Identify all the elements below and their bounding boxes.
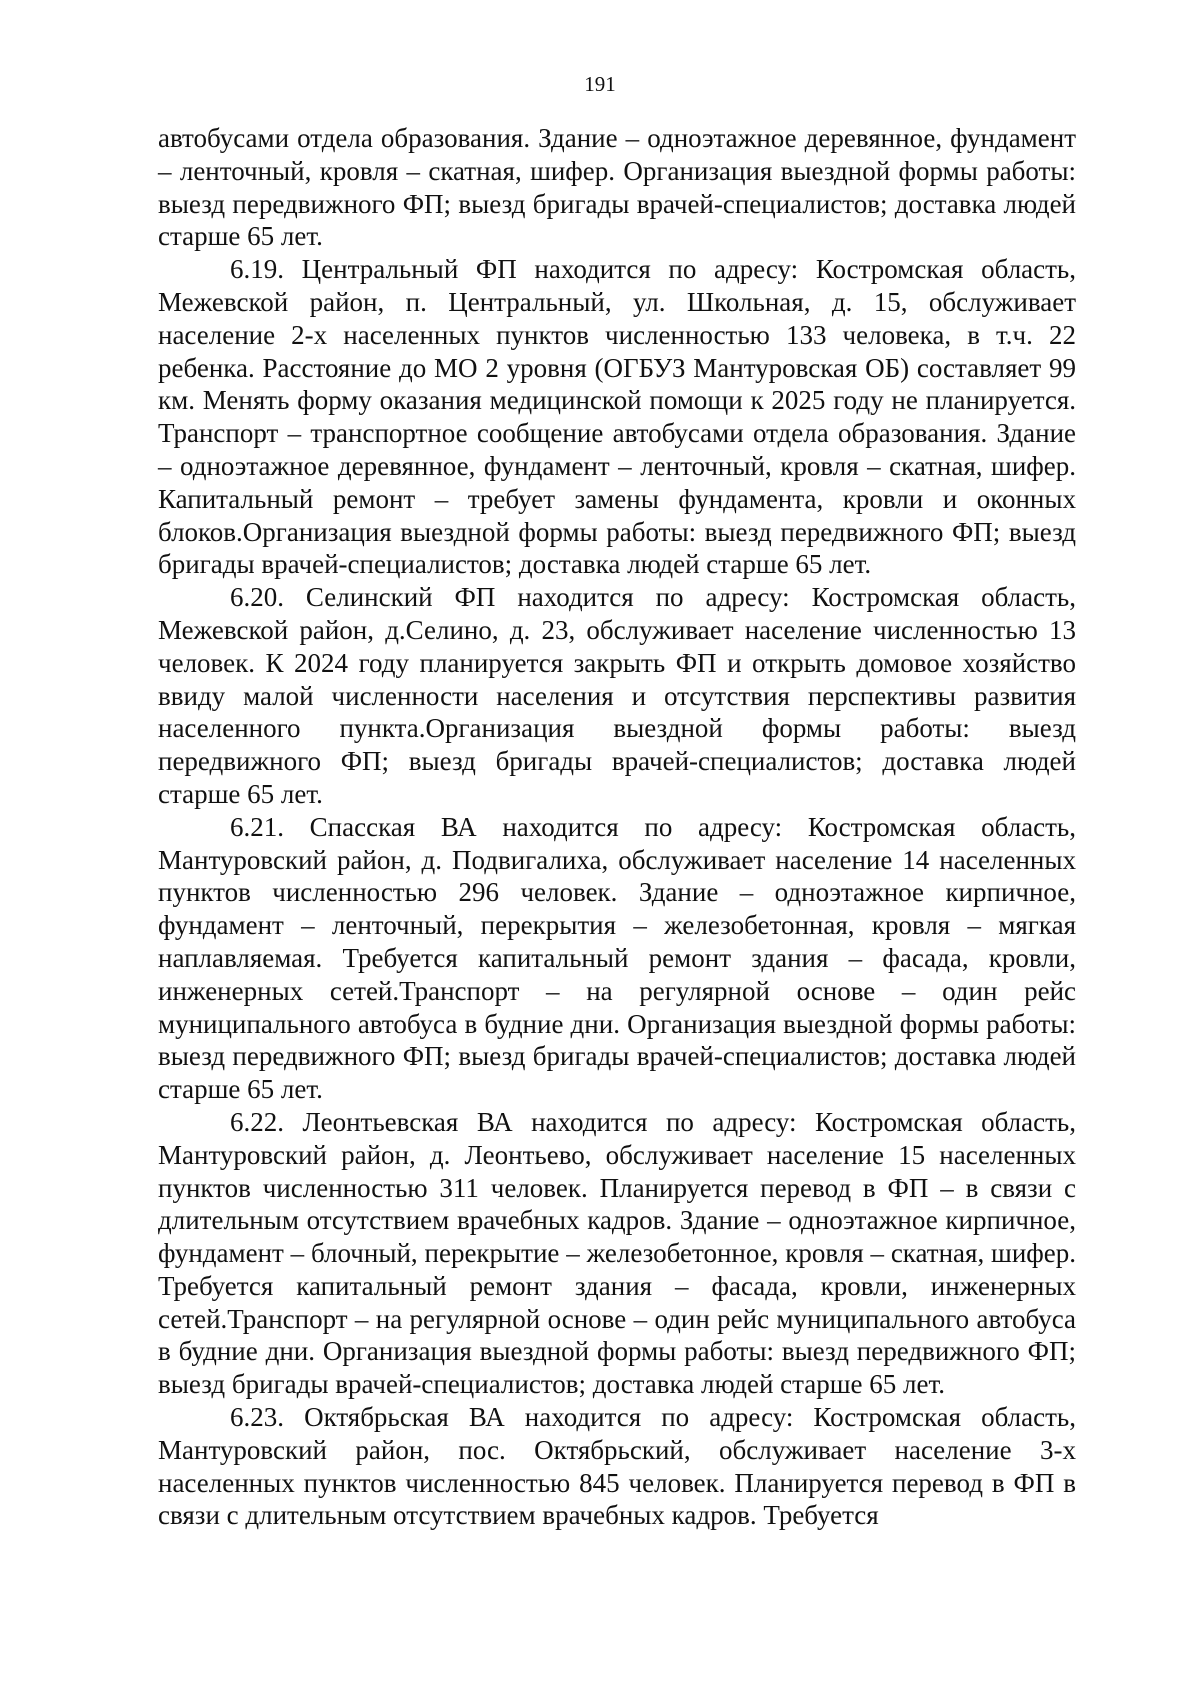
- paragraph-6-20: 6.20. Селинский ФП находится по адресу: Костромская область, Межевской район, д.Селино, д. 23, обслуживает население численностью 13 человек. К 2024 году планируется закрыть ФП и открыть домовое хозяйство ввиду малой численности населения и отсутствия перспективы развития населенного пункта.Организация выездной формы работы: выезд передвижного ФП; выезд бригады врачей-специалистов; доставка людей старше 65 лет.: [158, 582, 1076, 809]
- paragraph-6-23: 6.23. Октябрьская ВА находится по адресу: Костромская область, Мантуровский район, пос. Октябрьский, обслуживает население 3-х населенных пунктов численностью 845 человек. Планируется перевод в ФП в связи с длительным отсутствием врачебных кадров. Требуется: [158, 1402, 1076, 1531]
- page-number: 191: [584, 72, 616, 96]
- paragraph-continuation: автобусами отдела образования. Здание – одноэтажное деревянное, фундамент – ленточный, кровля – скатная, шифер. Организация выездной формы работы: выезд передвижного ФП; выезд бригады врачей-специалистов; доставка людей старше 65 лет.: [158, 123, 1076, 252]
- paragraph-6-19: 6.19. Центральный ФП находится по адресу: Костромская область, Межевской район, п. Центральный, ул. Школьная, д. 15, обслуживает население 2-х населенных пунктов численностью 133 человека, в т.ч. 22 ребенка. Расстояние до МО 2 уровня (ОГБУЗ Мантуровская ОБ) составляет 99 км. Менять форму оказания медицинской помощи к 2025 году не планируется. Транспорт – транспортное сообщение автобусами отдела образования. Здание – одноэтажное деревянное, фундамент – ленточный, кровля – скатная, шифер. Капитальный ремонт – требует замены фундамента, кровли и оконных блоков.Организация выездной формы работы: выезд передвижного ФП; выезд бригады врачей-специалистов; доставка людей старше 65 лет.: [158, 254, 1076, 580]
- paragraph-6-22: 6.22. Леонтьевская ВА находится по адресу: Костромская область, Мантуровский район, д. Леонтьево, обслуживает население 15 населенных пунктов численностью 311 человек. Планируется перевод в ФП – в связи с длительным отсутствием врачебных кадров. Здание – одноэтажное кирпичное, фундамент – блочный, перекрытие – железобетонное, кровля – скатная, шифер. Требуется капитальный ремонт здания – фасада, кровли, инженерных сетей.Транспорт – на регулярной основе – один рейс муниципального автобуса в будние дни. Организация выездной формы работы: выезд передвижного ФП; выезд бригады врачей-специалистов; доставка людей старше 65 лет.: [158, 1106, 1076, 1400]
- document-body: [158, 122, 1076, 1532]
- paragraph-6-21: 6.21. Спасская ВА находится по адресу: Костромская область, Мантуровский район, д. Подвигалиха, обслуживает население 14 населенных пунктов численностью 296 человек. Здание – одноэтажное кирпичное, фундамент – ленточный, перекрытия – железобетонная, кровля – мягкая наплавляемая. Требуется капитальный ремонт здания – фасада, кровли, инженерных сетей.Транспорт – на регулярной основе – один рейс муниципального автобуса в будние дни. Организация выездной формы работы: выезд передвижного ФП; выезд бригады врачей-специалистов; доставка людей старше 65 лет.: [158, 811, 1076, 1105]
